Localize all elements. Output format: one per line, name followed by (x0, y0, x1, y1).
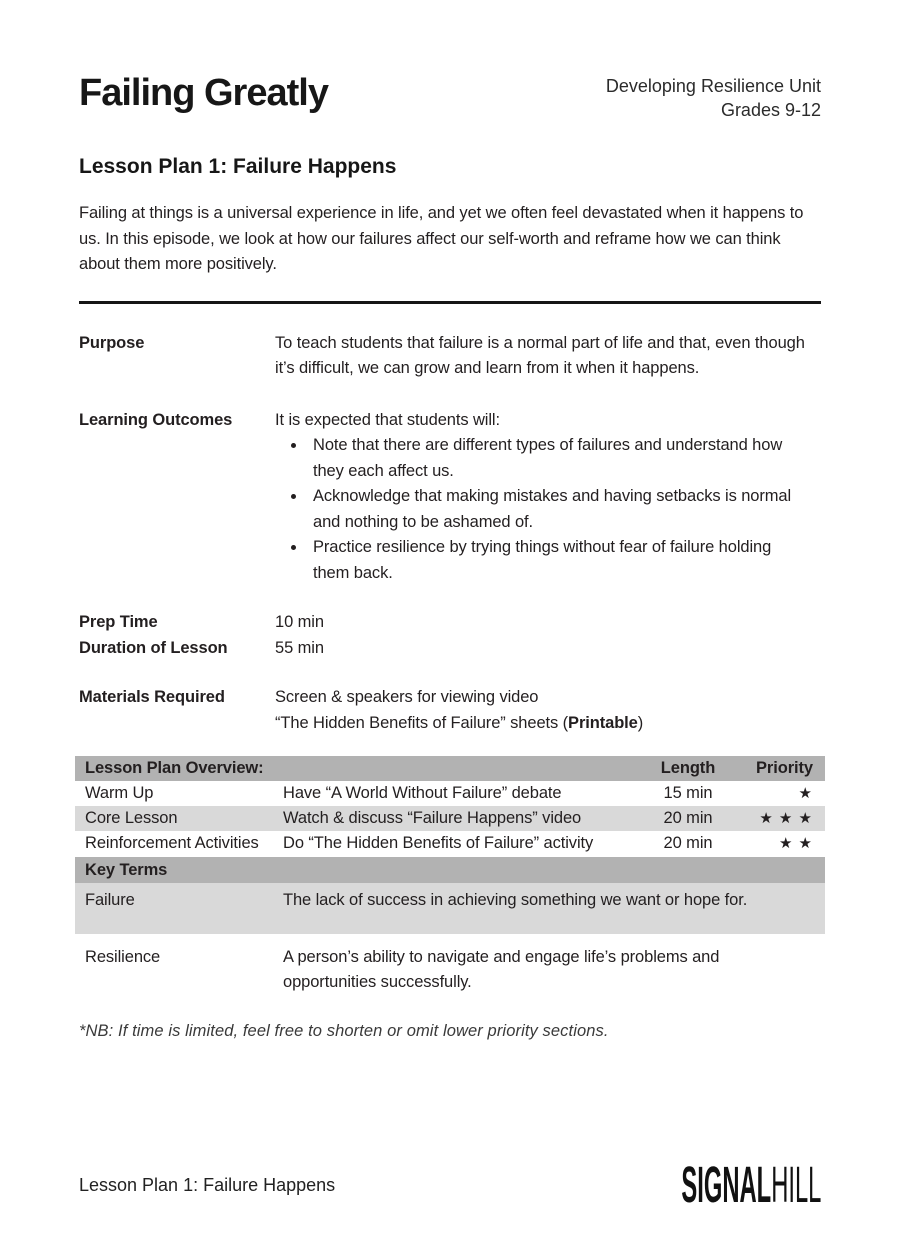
outcome-bullet: • Acknowledge that making mistakes and having setbacks is normal and nothing to be ashamed of. (307, 484, 807, 535)
materials-row (79, 685, 821, 736)
page-title: Failing Greatly (79, 72, 328, 114)
duration-value: 55 min (275, 638, 324, 657)
description-cell: Have “A World Without Failure” debate (283, 784, 562, 802)
materials-line-2: “The Hidden Benefits of Failure” sheets (Printable) (275, 713, 644, 732)
lesson-heading: Lesson Plan 1: Failure Happens (79, 155, 397, 178)
priority-stars: ★ ★ ★ (759, 810, 813, 827)
term-cell: Failure (85, 891, 135, 909)
page (0, 72, 900, 1041)
activity-cell: Reinforcement Activities (85, 834, 259, 852)
table-header-priority: Priority (756, 759, 813, 777)
description-cell: Watch & discuss “Failure Happens” video (283, 809, 582, 827)
signal-hill-logo: SIGNALHILL (681, 1155, 821, 1213)
grade-range: Grades 9-12 (720, 100, 821, 120)
priority-stars: ★ (798, 785, 813, 802)
outcomes-intro: It is expected that students will: (275, 410, 500, 429)
key-term-row-resilience (75, 934, 825, 996)
definition-cell: The lack of success in achieving something we want or hope for. (283, 891, 748, 909)
document-header (79, 72, 821, 122)
table-row-core-lesson (75, 806, 825, 831)
purpose-label: Purpose (79, 333, 145, 352)
document-footer (79, 1155, 821, 1213)
definition-cell: A person’s ability to navigate and engage life’s problems and opportunities successfully. (283, 947, 720, 991)
table-header-length: Length (660, 759, 716, 777)
prep-time-value: 10 min (275, 613, 324, 631)
length-cell: 15 min (663, 784, 713, 802)
note-text: *NB: If time is limited, feel free to shorten or omit lower priority sections. (79, 1021, 609, 1040)
materials-line-1: Screen & speakers for viewing video (275, 688, 539, 706)
length-cell: 20 min (663, 834, 713, 852)
description-cell: Do “The Hidden Benefits of Failure” activity (283, 834, 594, 852)
activity-cell: Warm Up (85, 784, 154, 802)
prep-time-row (79, 610, 821, 636)
key-terms-header: Key Terms (75, 857, 825, 883)
learning-outcomes-row (79, 408, 821, 587)
unit-name: Developing Resilience Unit (605, 76, 821, 96)
outcome-bullet: • Practice resilience by trying things without fear of failure holding them back. (307, 535, 807, 586)
priority-stars: ★ ★ (778, 835, 813, 852)
term-cell: Resilience (85, 947, 161, 966)
length-cell: 20 min (663, 809, 713, 827)
prep-time-label: Prep Time (79, 613, 158, 631)
footer-lesson-title: Lesson Plan 1: Failure Happens (79, 1174, 336, 1195)
purpose-row (79, 331, 821, 382)
outcomes-list (275, 433, 821, 586)
activity-cell: Core Lesson (85, 809, 178, 827)
table-header-title: Lesson Plan Overview: (85, 759, 264, 777)
unit-info (606, 74, 821, 122)
key-term-row-failure (75, 883, 825, 934)
printable-link: Printable (568, 713, 638, 732)
duration-row (79, 636, 821, 662)
purpose-text: To teach students that failure is a normal part of life and that, even though it’s difficult, we can grow and learn from it when it happens. (275, 333, 805, 377)
table-header-row (75, 756, 825, 781)
materials-label: Materials Required (79, 688, 225, 706)
intro-paragraph: Failing at things is a universal experience in life, and yet we often feel devastated when it happens to us. In this episode, we look at how our failures affect our self-worth and reframe how we can think about them more positively. (79, 204, 804, 273)
table-row-warm-up (75, 781, 825, 806)
section-divider (79, 301, 821, 304)
lesson-plan-overview-table (75, 756, 825, 996)
table-row-reinforcement (75, 831, 825, 856)
outcome-bullet: • Note that there are different types of failures and understand how they each affect us. (307, 433, 807, 484)
outcomes-label: Learning Outcomes (79, 410, 233, 429)
duration-label: Duration of Lesson (79, 638, 228, 657)
